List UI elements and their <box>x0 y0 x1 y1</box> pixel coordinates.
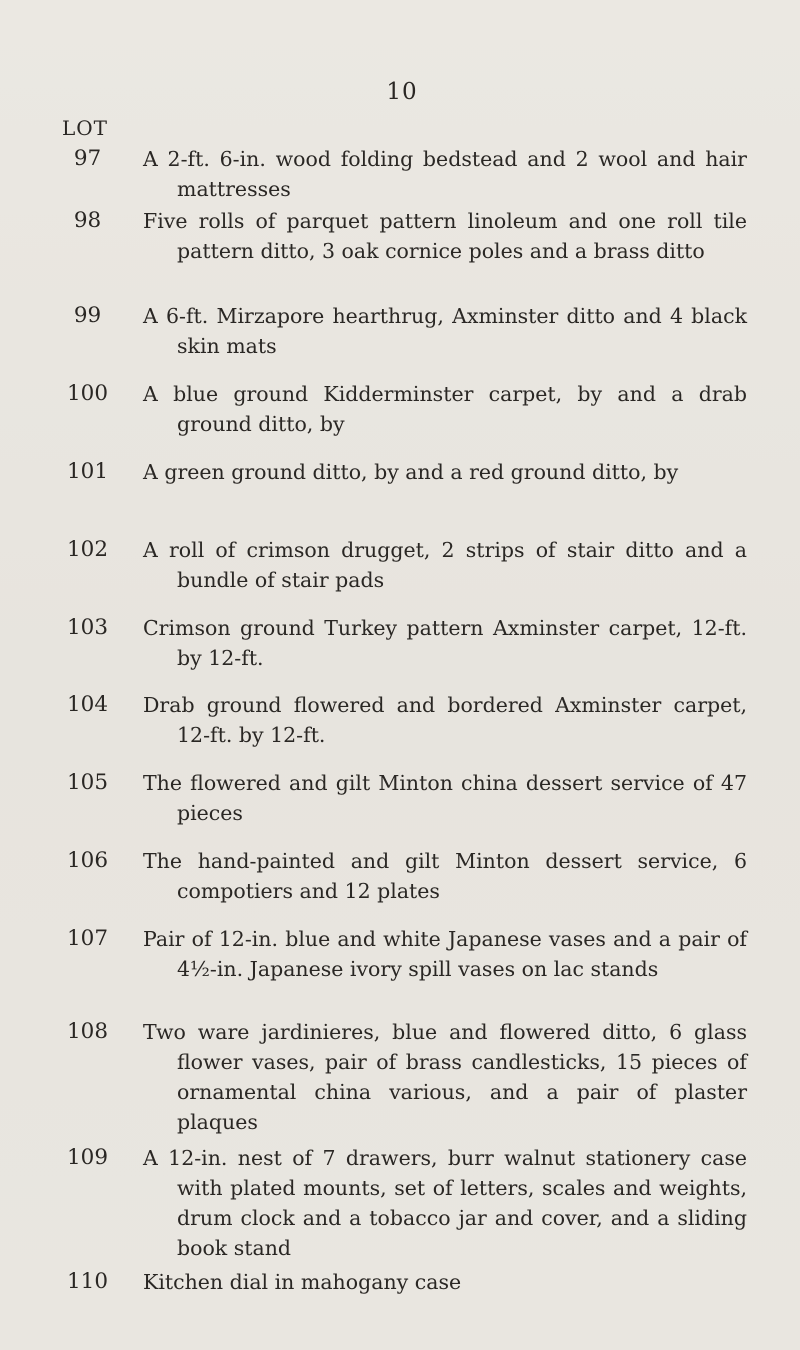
lot-number: 110 <box>66 1269 109 1294</box>
lot-description: Crimson ground Turkey pattern Axminster carpet, 12-ft. by 12-ft. <box>143 616 747 670</box>
lot-description: Drab ground flowered and bordered Axminster carpet, 12-ft. by 12-ft. <box>143 693 747 747</box>
lot-number: 99 <box>73 303 102 328</box>
lot-description: The hand-painted and gilt Minton dessert service, 6 compotiers and 12 plates <box>143 849 747 903</box>
lot-description: Kitchen dial in mahogany case <box>143 1270 462 1294</box>
lot-description: Five rolls of parquet pattern linoleum and one roll tile pattern ditto, 3 oak cornice poles and a brass ditto <box>143 209 747 263</box>
lot-description: The flowered and gilt Minton china dessert service of 47 pieces <box>143 771 747 825</box>
lot-description: Two ware jardinieres, blue and flowered ditto, 6 glass flower vases, pair of brass candlesticks, 15 pieces of ornamental china various, and a pair of plaster plaques <box>143 1020 747 1134</box>
page-number: 10 <box>386 79 418 105</box>
lot-number: 101 <box>66 459 109 484</box>
lot-number: 106 <box>66 848 109 873</box>
lot-number: 102 <box>66 537 109 562</box>
lot-number: 98 <box>73 208 102 233</box>
lot-description: A 12-in. nest of 7 drawers, burr walnut stationery case with plated mounts, set of letters, scales and weights, drum clock and a tobacco jar and cover, and a sliding book stand <box>143 1146 747 1260</box>
lot-description: Pair of 12-in. blue and white Japanese vases and a pair of 4½-in. Japanese ivory spill vases on lac stands <box>143 927 747 981</box>
lot-number: 103 <box>66 615 109 640</box>
lot-number: 104 <box>66 692 109 717</box>
lot-number: 107 <box>66 926 109 951</box>
lot-description: A roll of crimson drugget, 2 strips of stair ditto and a bundle of stair pads <box>143 538 747 592</box>
lot-column-header: LOT <box>62 116 109 140</box>
lot-description: A 2-ft. 6-in. wood folding bedstead and 2 wool and hair mattresses <box>143 147 747 201</box>
lot-number: 100 <box>66 381 109 406</box>
lot-number: 97 <box>73 146 102 171</box>
lot-description: A 6-ft. Mirzapore hearthrug, Axminster ditto and 4 black skin mats <box>143 304 747 358</box>
lot-description: A green ground ditto, by and a red ground ditto, by <box>143 460 679 484</box>
lot-number: 108 <box>66 1019 109 1044</box>
lot-description: A blue ground Kidderminster carpet, by and a drab ground ditto, by <box>143 382 747 436</box>
lot-number: 105 <box>66 770 109 795</box>
lot-number: 109 <box>66 1145 109 1170</box>
